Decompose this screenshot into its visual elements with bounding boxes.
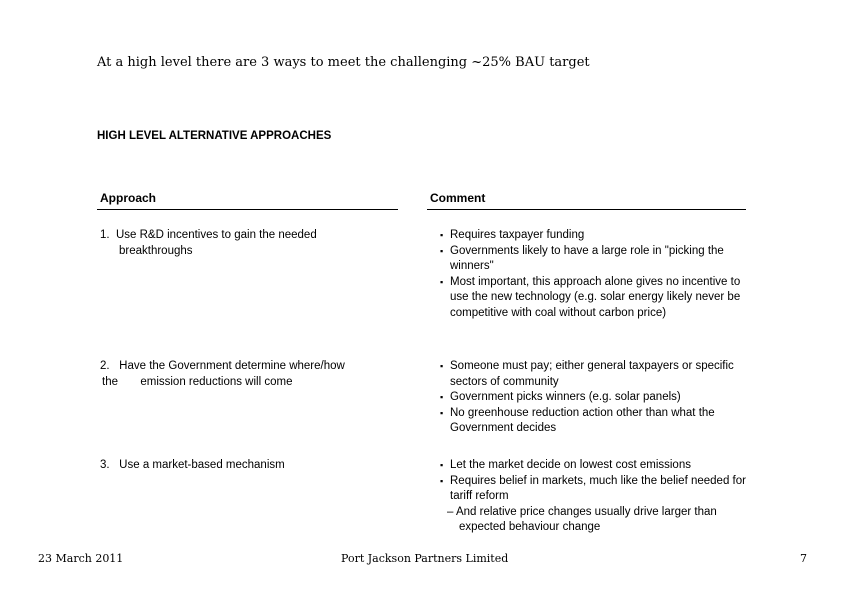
comment-bullet: ▪ Most important, this approach alone gives no incentive to use the new technology (e.g. solar energy likely never be competitive with coal without carbon price) — [440, 275, 750, 322]
approach-line: 3. Use a market-based mechanism — [100, 459, 285, 471]
approach-cell — [100, 458, 390, 474]
comment-header-rule — [427, 209, 746, 210]
comment-list — [440, 359, 750, 437]
comment-bullet: ▪ Government picks winners (e.g. solar panels) — [440, 390, 750, 406]
approach-header-rule — [97, 209, 398, 210]
comment-list — [440, 458, 750, 536]
comment-bullet: ▪ Someone must pay; either general taxpayers or specific sectors of community — [440, 359, 750, 390]
comment-bullet: ▪ Requires belief in markets, much like the belief needed for tariff reform — [440, 474, 750, 505]
approach-cell — [100, 228, 390, 259]
page-number: 7 — [800, 552, 807, 565]
approach-header: Approach — [100, 191, 157, 205]
comment-bullet: ▪ Let the market decide on lowest cost emissions — [440, 458, 750, 474]
approach-line: breakthroughs — [119, 244, 193, 257]
comment-bullet: ▪ Governments likely to have a large role in "picking the winners" — [440, 244, 750, 275]
comment-sub-bullet: – And relative price changes usually drive larger than expected behaviour change — [447, 505, 717, 533]
approach-line: 2. Have the Government determine where/how — [100, 360, 345, 372]
comment-list — [440, 228, 750, 321]
footer-date: 23 March 2011 — [38, 552, 124, 565]
comment-header: Comment — [430, 191, 486, 205]
footer-company: Port Jackson Partners Limited — [341, 552, 509, 565]
page-title: At a high level there are 3 ways to meet the challenging ~25% BAU target — [97, 55, 590, 70]
comment-bullet: ▪ No greenhouse reduction action other than what the Government decides — [440, 406, 750, 437]
approach-cell — [100, 359, 390, 390]
approach-line: the emission reductions will come — [102, 375, 293, 388]
comment-bullet: ▪ Requires taxpayer funding — [440, 228, 750, 244]
section-heading: HIGH LEVEL ALTERNATIVE APPROACHES — [97, 130, 332, 142]
approach-line: 1. Use R&D incentives to gain the needed — [100, 229, 317, 241]
